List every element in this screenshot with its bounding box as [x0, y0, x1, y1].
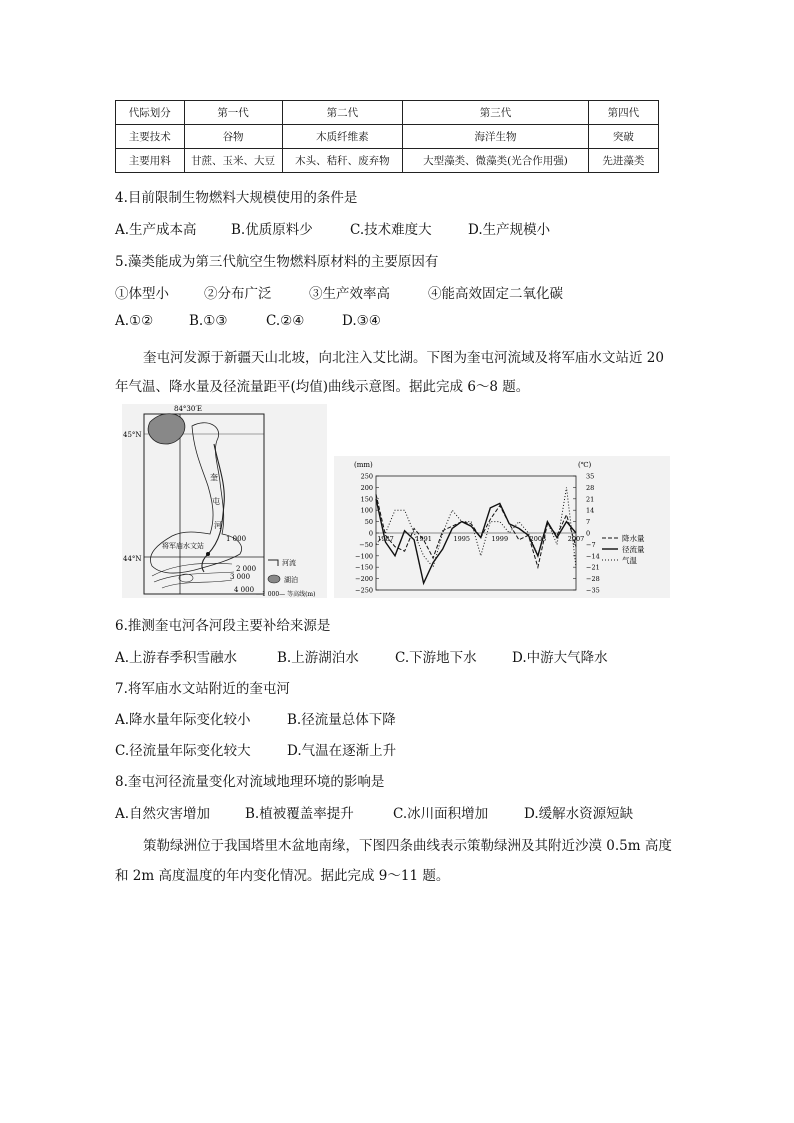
contour-label: 1 000: [226, 535, 247, 543]
lake-ebinur: [148, 414, 185, 444]
table-cell: 大型藻类、微藻类(光合作用强): [403, 149, 589, 173]
y2-tick-label: 21: [586, 495, 595, 504]
table-cell: 突破: [588, 125, 658, 149]
lake-legend-icon: [268, 575, 280, 583]
river-name-char: 屯: [212, 497, 220, 506]
river-legend-icon: [268, 560, 278, 566]
table-cell: 木质纤维素: [282, 125, 403, 149]
y2-tick-label: −7: [586, 540, 596, 549]
intro2-paragraph-line1: 策勒绿洲位于我国塔里木盆地南缘，下图四条曲线表示策勒绿洲及其附近沙漠 0.5m 高度: [143, 838, 672, 854]
option-d: D.③④: [342, 313, 381, 329]
option-c: C.技术难度大: [350, 222, 432, 238]
option-d: D.气温在逐渐上升: [287, 743, 397, 759]
option-b: B.优质原料少: [231, 222, 313, 238]
table-cell: 第一代: [184, 101, 282, 125]
option-c: C.冰川面积增加: [393, 806, 489, 822]
y-tick-label: −250: [355, 586, 373, 595]
y2-tick-label: 14: [586, 506, 595, 515]
y2-tick-label: −28: [586, 575, 600, 584]
legend-contour: —1 000— 等高线(m): [256, 591, 316, 598]
table-row: [116, 125, 659, 149]
statement-1: ①体型小: [115, 286, 169, 302]
question-8-stem: 8.奎屯河径流量变化对流域地理环境的影响是: [115, 774, 385, 790]
statement-2: ②分布广泛: [204, 286, 272, 302]
right-unit-label: (℃): [578, 461, 592, 469]
option-a: A.生产成本高: [115, 222, 197, 238]
y2-tick-label: 28: [586, 483, 595, 492]
basin-map: [122, 404, 327, 598]
legend-river: 河流: [282, 559, 296, 567]
contour-label: 4 000: [234, 586, 255, 594]
legend-lake: 湖泊: [284, 576, 298, 584]
anomaly-chart-svg: [334, 456, 670, 598]
table-cell: 主要技术: [116, 125, 185, 149]
y-tick-label: −50: [359, 540, 373, 549]
y-tick-label: 0: [368, 529, 373, 538]
statement-3: ③生产效率高: [309, 286, 390, 302]
longitude-label: 84°30′E: [174, 405, 203, 413]
river-name-char: 奎: [210, 473, 218, 482]
contour-line: [154, 572, 234, 582]
table-cell: 第二代: [282, 101, 403, 125]
y2-tick-label: −14: [586, 552, 600, 561]
option-b: B.径流量总体下降: [287, 712, 396, 728]
y-tick-label: 250: [360, 472, 373, 481]
basin-map-svg: [122, 404, 327, 598]
table-cell: 先进藻类: [588, 149, 658, 173]
x-tick-label: 1987: [377, 535, 394, 543]
question-4-stem: 4.目前限制生物燃料大规模使用的条件是: [115, 190, 358, 206]
intro-paragraph-line1: 奎屯河发源于新疆天山北坡，向北注入艾比湖。下图为奎屯河流域及将军庙水文站近 20: [143, 350, 664, 366]
intro-paragraph-line2: 年气温、降水量及径流量距平(均值)曲线示意图。据此完成 6～8 题。: [115, 379, 530, 395]
table-cell: 第四代: [588, 101, 658, 125]
option-a: A.降水量年际变化较小: [115, 712, 251, 728]
option-b: B.植被覆盖率提升: [245, 806, 354, 822]
option-a: A.①②: [115, 313, 154, 329]
table-row: [116, 101, 659, 125]
table-cell: 木头、秸秆、废弃物: [282, 149, 403, 173]
question-6-stem: 6.推测奎屯河各河段主要补给来源是: [115, 618, 331, 634]
statement-4: ④能高效固定二氧化碳: [428, 286, 563, 302]
y-tick-label: −200: [355, 575, 373, 584]
y-tick-label: 50: [364, 518, 373, 527]
table-cell: 海洋生物: [403, 125, 589, 149]
contour-label: 2 000: [236, 565, 257, 573]
option-c: C.②④: [266, 313, 305, 329]
y2-tick-label: 0: [586, 529, 591, 538]
series-line: [376, 494, 576, 567]
table-cell: 代际划分: [116, 101, 185, 125]
basin-boundary: [150, 423, 241, 573]
latitude-44-label: 44°N: [123, 555, 142, 563]
y-tick-label: −100: [355, 552, 373, 561]
x-tick-label: 2007: [567, 535, 585, 543]
table-cell: 谷物: [184, 125, 282, 149]
legend-label: 降水量: [622, 534, 645, 543]
legend-label: 气温: [622, 556, 637, 565]
option-b: B.上游湖泊水: [277, 650, 359, 666]
y-tick-label: −150: [355, 563, 373, 572]
option-c: C.下游地下水: [395, 650, 477, 666]
river-kuitun: [202, 444, 224, 572]
y2-tick-label: −35: [586, 586, 600, 595]
legend-label: 径流量: [622, 545, 645, 554]
left-unit-label: (mm): [354, 461, 373, 469]
option-c: C.径流量年际变化较大: [115, 743, 251, 759]
y-tick-label: 200: [360, 483, 373, 492]
x-tick-label: 1999: [491, 535, 509, 543]
latitude-45-label: 45°N: [123, 431, 142, 439]
option-d: D.中游大气降水: [512, 650, 608, 666]
option-a: A.自然灾害增加: [115, 806, 211, 822]
option-b: B.①③: [189, 313, 228, 329]
contour-line: [162, 580, 232, 588]
contour-label: 3 000: [230, 573, 251, 581]
y2-tick-label: 7: [586, 518, 591, 527]
station-marker: [206, 552, 210, 556]
station-label: 将军庙水文站: [162, 542, 204, 550]
table-cell: 第三代: [403, 101, 589, 125]
x-tick-label: 2003: [529, 535, 547, 543]
option-d: D.缓解水资源短缺: [524, 806, 634, 822]
y2-tick-label: −21: [586, 563, 600, 572]
option-d: D.生产规模小: [468, 222, 551, 238]
table-cell: 主要用料: [116, 149, 185, 173]
table-row: [116, 149, 659, 173]
question-7-stem: 7.将军庙水文站附近的奎屯河: [115, 681, 290, 697]
x-tick-label: 1991: [415, 535, 432, 543]
generation-table: [115, 100, 659, 173]
intro2-paragraph-line2: 和 2m 高度温度的年内变化情况。据此完成 9～11 题。: [115, 868, 450, 884]
x-tick-label: 1995: [453, 535, 470, 543]
table-cell: 甘蔗、玉米、大豆: [184, 149, 282, 173]
y-tick-label: 100: [360, 506, 373, 515]
y-tick-label: 150: [360, 495, 373, 504]
question-5-stem: 5.藻类能成为第三代航空生物燃料原材料的主要原因有: [115, 254, 439, 270]
option-a: A.上游春季积雪融水: [115, 650, 238, 666]
y2-tick-label: 35: [586, 472, 595, 481]
river-name-char: 河: [214, 521, 222, 530]
anomaly-chart: [334, 456, 670, 598]
